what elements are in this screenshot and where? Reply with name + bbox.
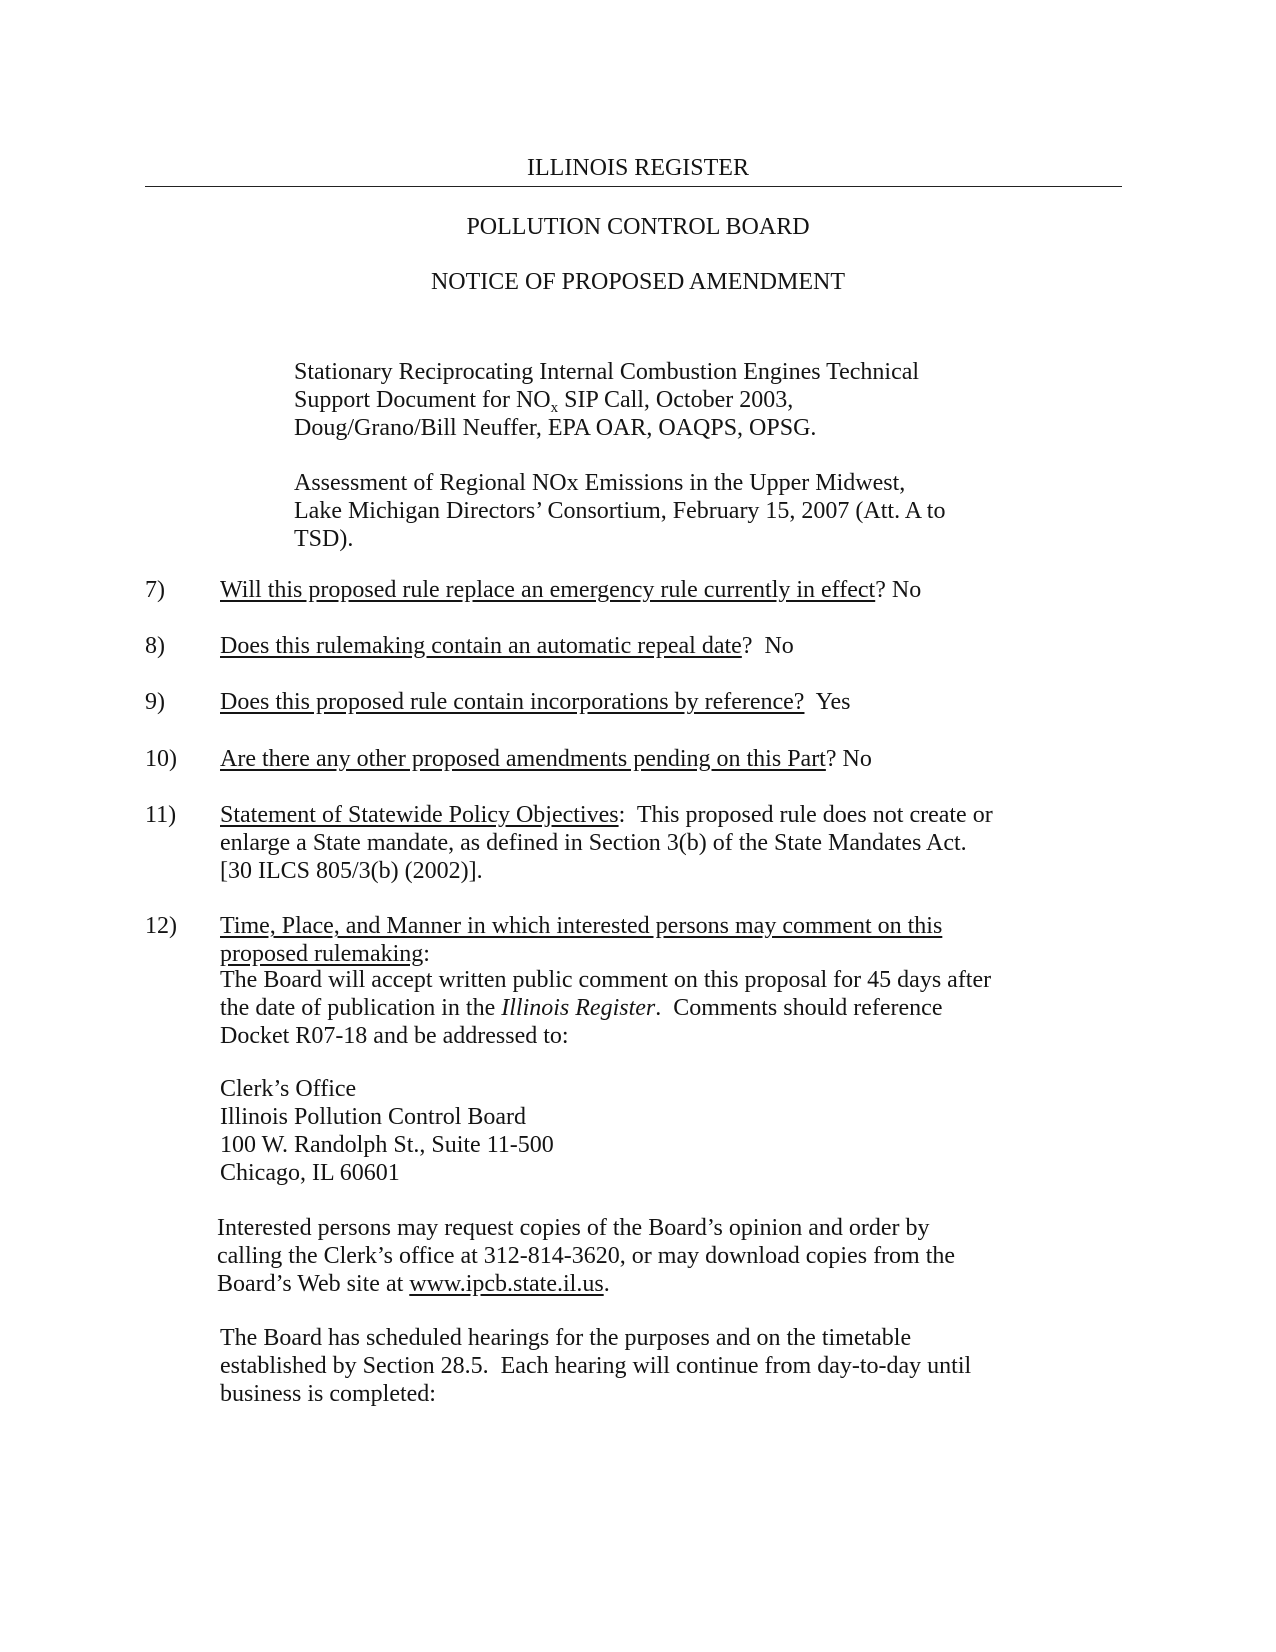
item-12-number: 12) xyxy=(145,913,177,939)
item-9-answer: Yes xyxy=(804,689,851,715)
address-line-3: 100 W. Randolph St., Suite 11-500 xyxy=(220,1132,554,1158)
item-12-label-line-2: proposed rulemaking xyxy=(220,941,424,967)
item-12-label-line-1: Time, Place, and Manner in which interested persons may comment on this xyxy=(220,913,943,939)
item-10-question: Are there any other proposed amendments pending on this Part xyxy=(220,746,826,772)
item-11 xyxy=(220,801,993,885)
item-11-number: 11) xyxy=(145,802,177,828)
board-name: POLLUTION CONTROL BOARD xyxy=(466,214,810,240)
reference-2 xyxy=(294,469,945,553)
reference-1-line-1: Stationary Reciprocating Internal Combustion Engines Technical xyxy=(294,359,920,385)
item-11-line-2: enlarge a State mandate, as defined in Section 3(b) of the State Mandates Act. xyxy=(220,830,967,856)
reference-2-line-3: TSD). xyxy=(294,526,354,552)
address-line-2: Illinois Pollution Control Board xyxy=(220,1104,527,1130)
register-title: ILLINOIS REGISTER xyxy=(527,155,749,181)
reference-1-line-3: Doug/Grano/Bill Neuffer, EPA OAR, OAQPS, OPSG. xyxy=(294,415,817,441)
address-line-1: Clerk’s Office xyxy=(220,1076,357,1102)
reference-1 xyxy=(294,358,919,442)
item-12-heading: Time, Place, and Manner in which interested persons may comment on this proposed rulemaking: xyxy=(220,913,943,967)
item-8-number: 8) xyxy=(145,633,165,659)
item-8-question: Does this rulemaking contain an automatic repeal date xyxy=(220,633,742,659)
hearings-paragraph: The Board has scheduled hearings for the purposes and on the timetable established by Section 28.5. Each hearing will continue from day-to-day until business is completed: xyxy=(220,1325,972,1407)
board-website-link[interactable]: www.ipcb.state.il.us xyxy=(409,1271,604,1297)
address-line-4: Chicago, IL 60601 xyxy=(220,1160,400,1186)
item-10-answer: ? No xyxy=(825,746,872,772)
reference-2-line-1: Assessment of Regional NOx Emissions in the Upper Midwest, xyxy=(294,470,906,496)
item-11-label: Statement of Statewide Policy Objectives xyxy=(220,802,619,828)
comment-paragraph: The Board will accept written public comment on this proposal for 45 days after the date of publication in the Illinois Register. Comments should reference Docket R07-18 and be addressed to: xyxy=(220,967,992,1049)
item-7 xyxy=(220,576,921,604)
item-8-answer: ? No xyxy=(741,633,794,659)
item-7-number: 7) xyxy=(145,577,165,603)
item-9-number: 9) xyxy=(145,689,165,715)
item-9 xyxy=(220,688,851,716)
item-8 xyxy=(220,632,794,660)
item-11-line-3: [30 ILCS 805/3(b) (2002)]. xyxy=(220,858,483,884)
item-10 xyxy=(220,745,872,773)
item-7-question: Will this proposed rule replace an emergency rule currently in effect xyxy=(220,577,876,603)
mailing-address xyxy=(220,1075,554,1187)
notice-title: NOTICE OF PROPOSED AMENDMENT xyxy=(430,269,846,295)
item-10-number: 10) xyxy=(145,746,177,772)
reference-1-line-2: Support Document for $NO_x$ SIP Call, October 2003, xyxy=(294,387,794,416)
item-7-answer: ? No xyxy=(875,577,922,603)
header-rule xyxy=(145,186,1122,187)
copies-paragraph: Interested persons may request copies of the Board’s opinion and order by calling the Clerk’s office at 312-814-3620, or may download copies from the Board’s Web site at www.ipcb.state.il.us. xyxy=(217,1215,956,1297)
reference-2-line-2: Lake Michigan Directors’ Consortium, February 15, 2007 (Att. A to xyxy=(294,498,946,524)
item-11-text: : This proposed rule does not create or xyxy=(618,802,993,828)
illinois-register-title: Illinois Register xyxy=(501,995,656,1021)
item-9-question: Does this proposed rule contain incorporations by reference? xyxy=(220,689,805,715)
